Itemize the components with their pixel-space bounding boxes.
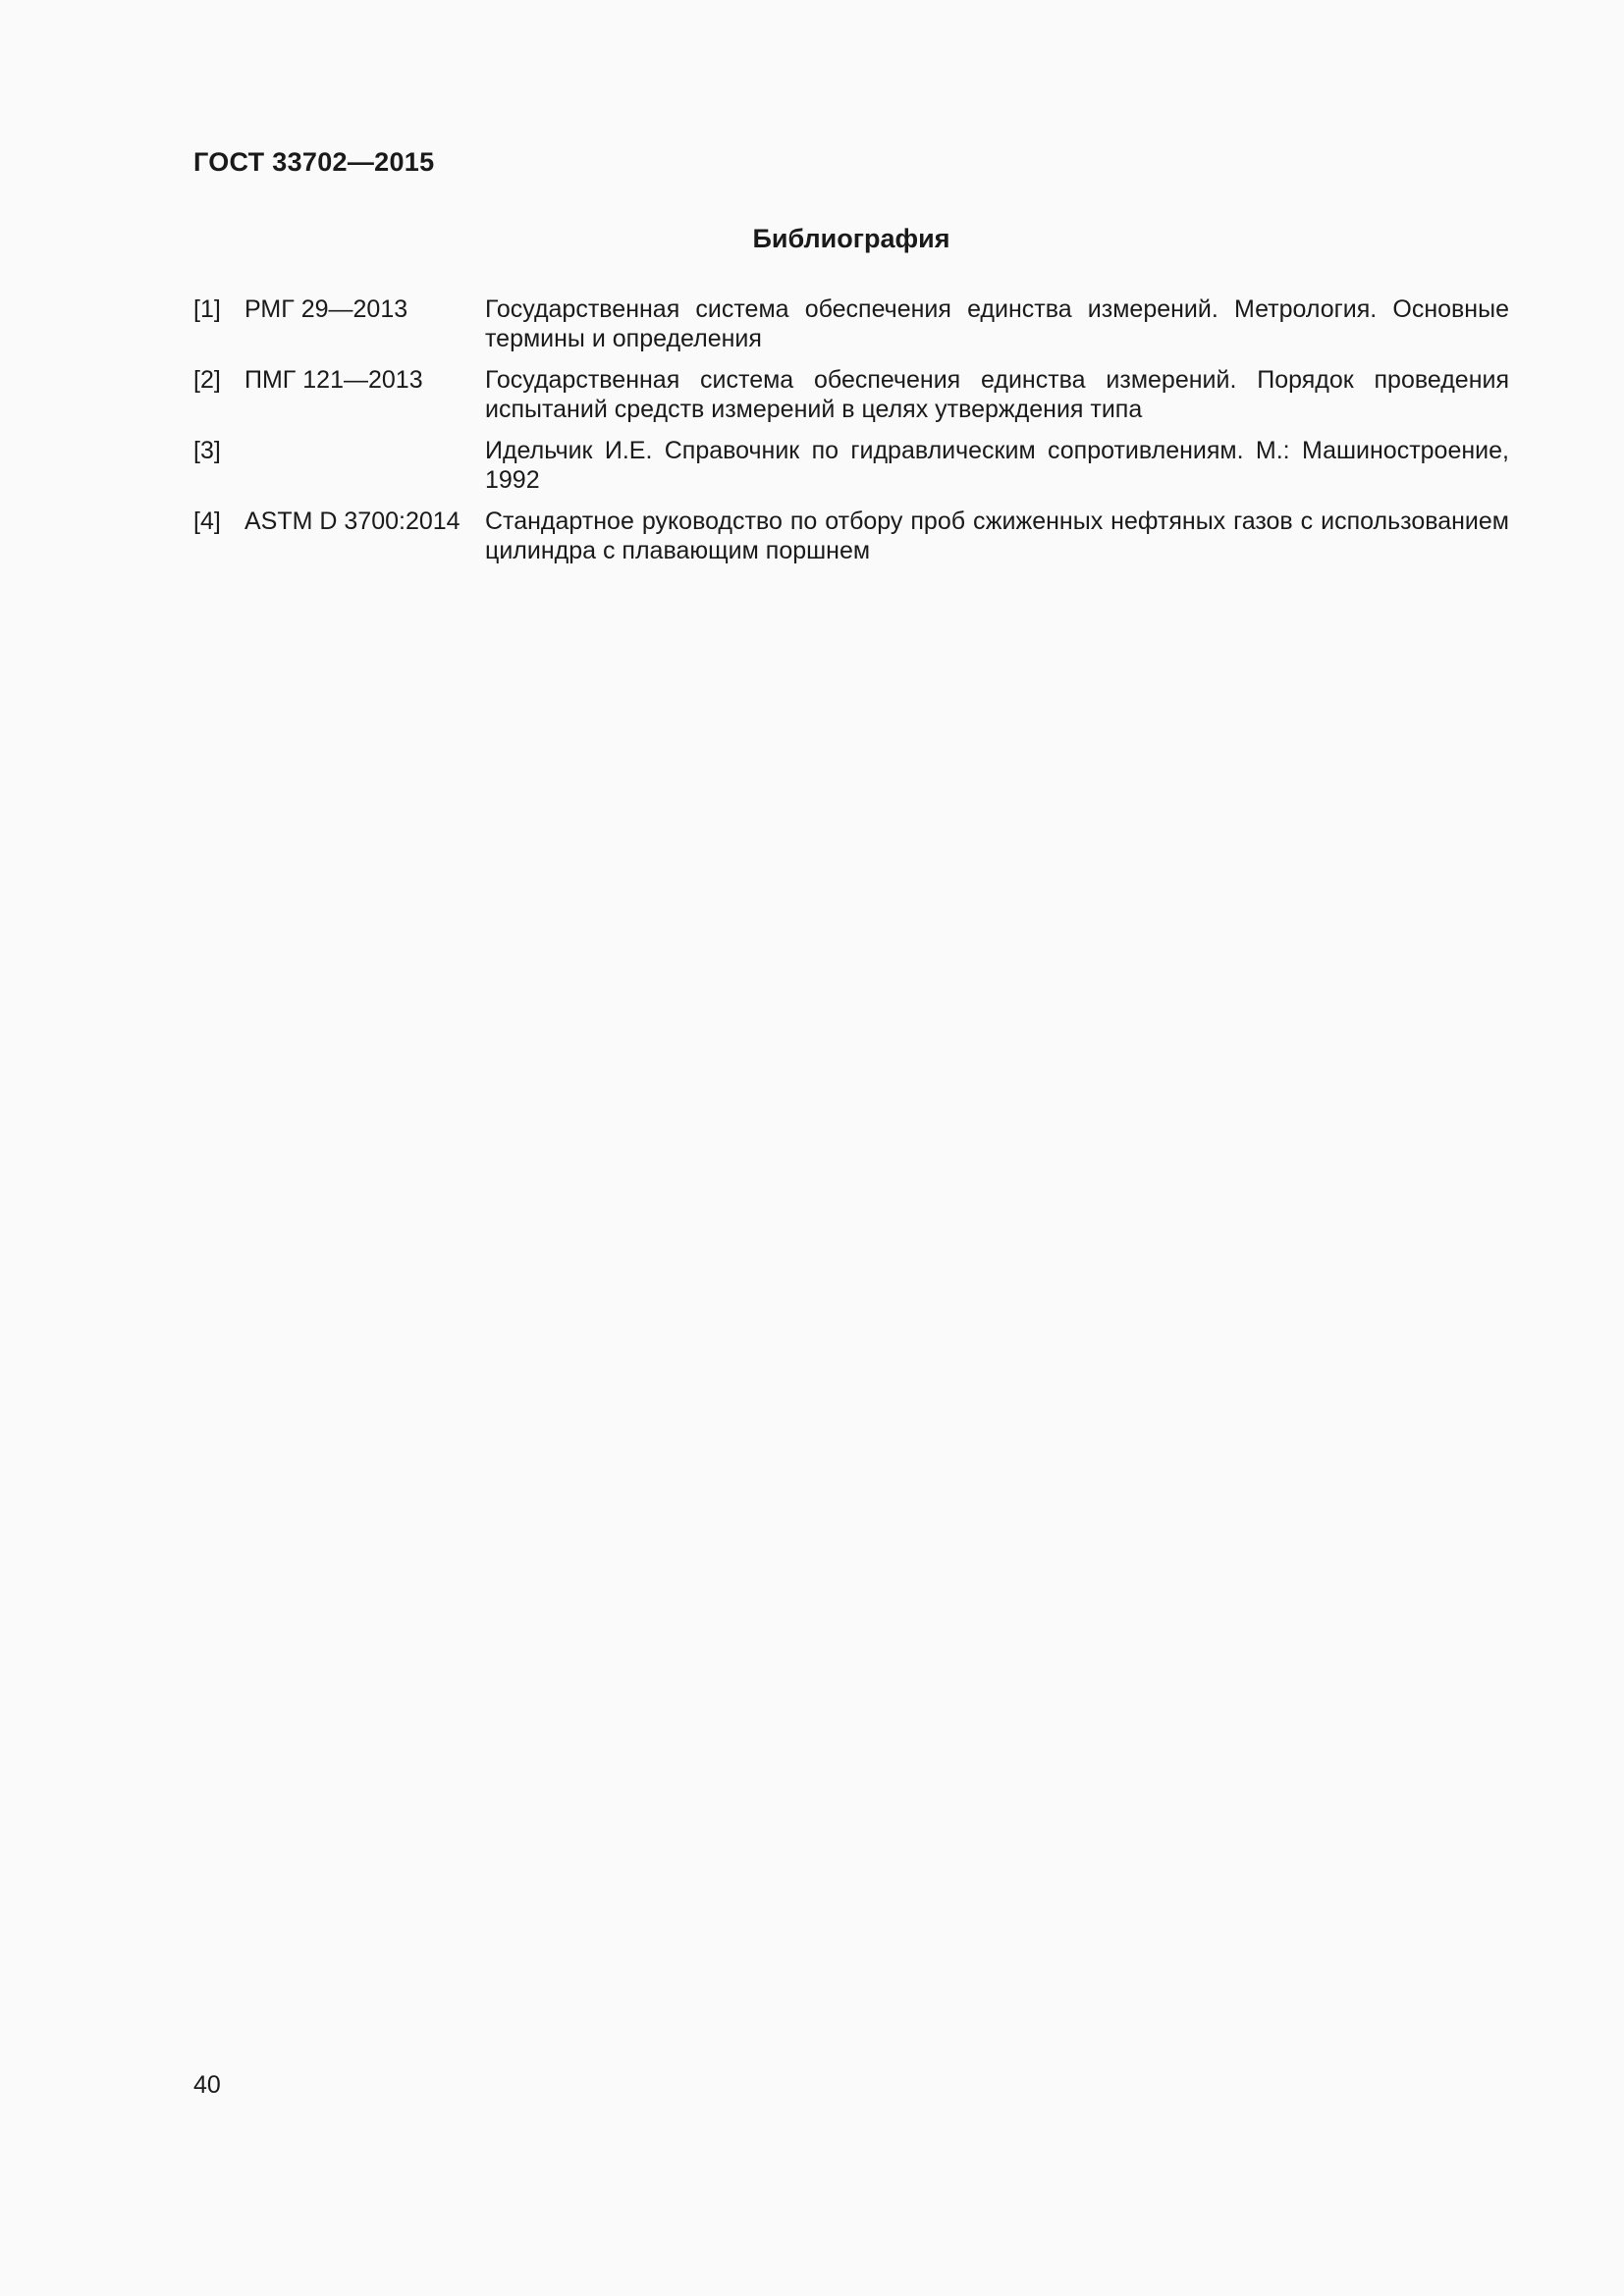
bibliography-entry <box>193 436 1509 495</box>
entry-number: [1] <box>193 295 221 323</box>
document-code: ГОСТ 33702—2015 <box>193 147 435 177</box>
entry-code: ПМГ 121—2013 <box>244 366 423 394</box>
bibliography-entry <box>193 365 1509 424</box>
bibliography-entry <box>193 294 1509 353</box>
entry-code: ASTM D 3700:2014 <box>244 507 460 535</box>
entry-number: [4] <box>193 507 221 535</box>
bibliography-entry <box>193 507 1509 565</box>
section-title: Библиография <box>752 224 950 253</box>
entry-text: Государственная система обеспечения единства измерений. Метрология. Основные термины и определения <box>485 295 1509 352</box>
entry-code: РМГ 29—2013 <box>244 295 408 323</box>
entry-number: [3] <box>193 437 221 464</box>
entry-text: Государственная система обеспечения единства измерений. Порядок проведения испытаний средств измерений в целях утверждения типа <box>485 366 1509 423</box>
bibliography-list <box>193 294 1509 577</box>
entry-text: Стандартное руководство по отбору проб сжиженных нефтяных газов с использованием цилиндра с плавающим поршнем <box>485 507 1509 564</box>
page-number: 40 <box>193 2071 221 2099</box>
entry-number: [2] <box>193 366 221 394</box>
entry-code <box>244 436 485 495</box>
entry-text: Идельчик И.Е. Справочник по гидравлическим сопротивлениям. М.: Машиностроение, 1992 <box>485 437 1509 494</box>
